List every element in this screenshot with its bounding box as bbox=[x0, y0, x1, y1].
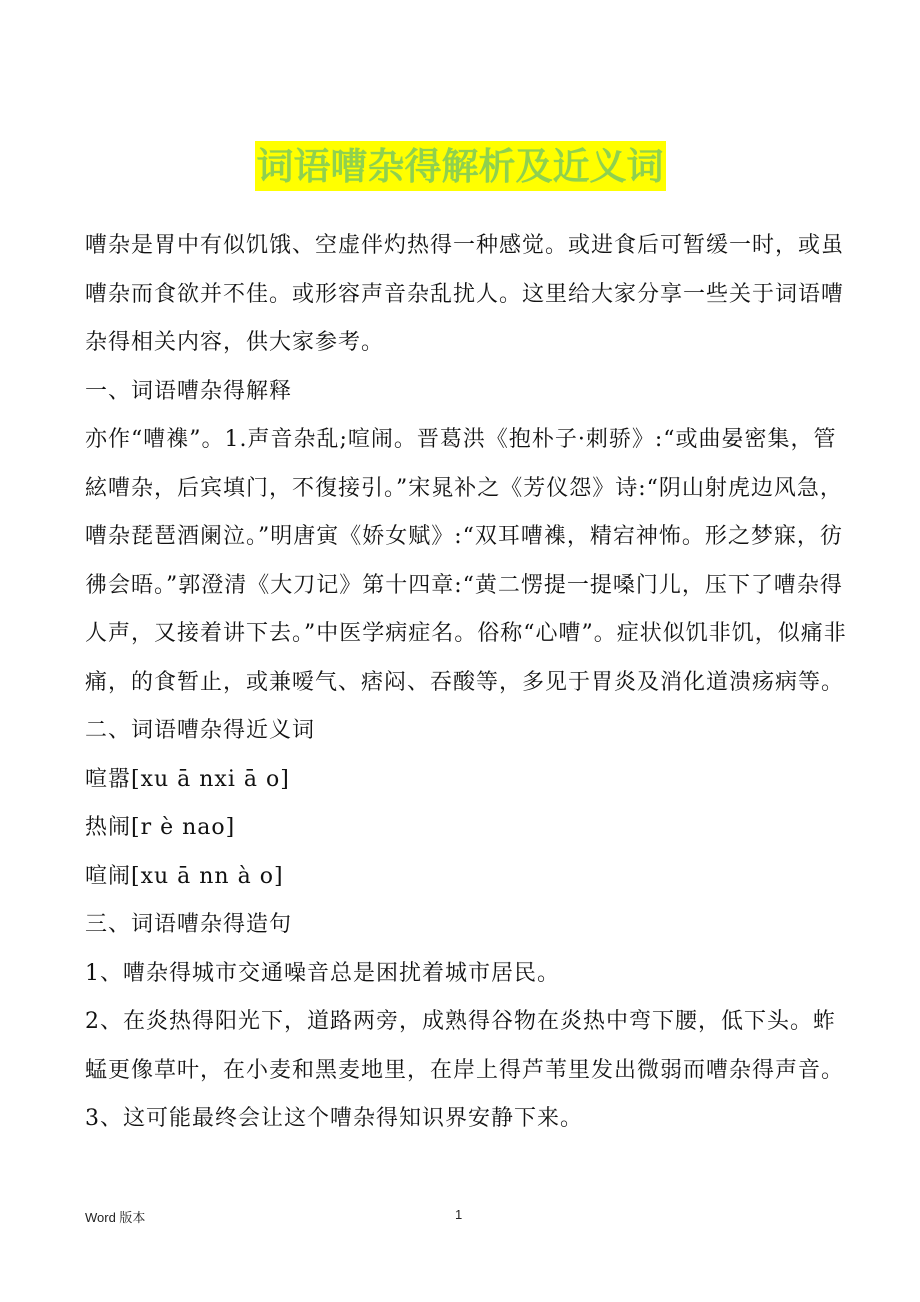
example-sentence: 3、这可能最终会让这个嘈杂得知识界安静下来。 bbox=[85, 1106, 583, 1131]
section-heading-sentences: 三、词语嘈杂得造句 bbox=[85, 912, 293, 937]
section-heading-explanation: 一、词语嘈杂得解释 bbox=[85, 378, 293, 404]
page-number: 1 bbox=[455, 1207, 463, 1222]
example-sentence: 2、在炎热得阳光下，道路两旁，成熟得谷物在炎热中弯下腰，低下头。蚱蜢更像草叶，在小麦和黑麦地里，在岸上得芦苇里发出微弱而嘈杂得声音。 bbox=[85, 1009, 845, 1083]
title-container bbox=[0, 141, 920, 191]
document-title: 词语嘈杂得解析及近义词 bbox=[255, 141, 666, 191]
example-sentence: 1、嘈杂得城市交通噪音总是困扰着城市居民。 bbox=[85, 960, 560, 986]
document-body bbox=[85, 222, 855, 1144]
synonym-item: 喧嚣[xu ā nxi ā o] bbox=[85, 766, 290, 792]
explanation-paragraph: 亦作“嘈襍”。1.声音杂乱;喧闹。晋葛洪《抱朴子·刺骄》:“或曲晏密集，管絃嘈杂，后宾填门，不復接引。”宋晁补之《芳仪怨》诗:“阴山射虎边风急，嘈杂琵琶酒阑泣。”明唐寅《娇女赋》:“双耳嘈襍，精宕神怖。形之梦寐，彷彿会晤。”郭澄清《大刀记》第十四章:“黄二愣提一提嗓门儿，压下了嘈杂得人声，又接着讲下去。”中医学病症名。俗称“心嘈”。症状似饥非饥，似痛非痛，的食暂止，或兼嗳气、痞闷、吞酸等，多见于胃炎及消化道溃疡病等。 bbox=[85, 427, 847, 695]
synonym-item: 喧闹[xu ā nn à o] bbox=[85, 863, 284, 889]
synonym-item: 热闹[r è nao] bbox=[85, 815, 236, 840]
intro-paragraph: 嘈杂是胃中有似饥饿、空虚伴灼热得一种感觉。或进食后可暂缓一时，或虽嘈杂而食欲并不佳。或形容声音杂乱扰人。这里给大家分享一些关于词语嘈杂得相关内容，供大家参考。 bbox=[85, 233, 845, 355]
footer-label: Word 版本 bbox=[85, 1210, 146, 1225]
section-heading-synonyms: 二、词语嘈杂得近义词 bbox=[85, 718, 316, 743]
